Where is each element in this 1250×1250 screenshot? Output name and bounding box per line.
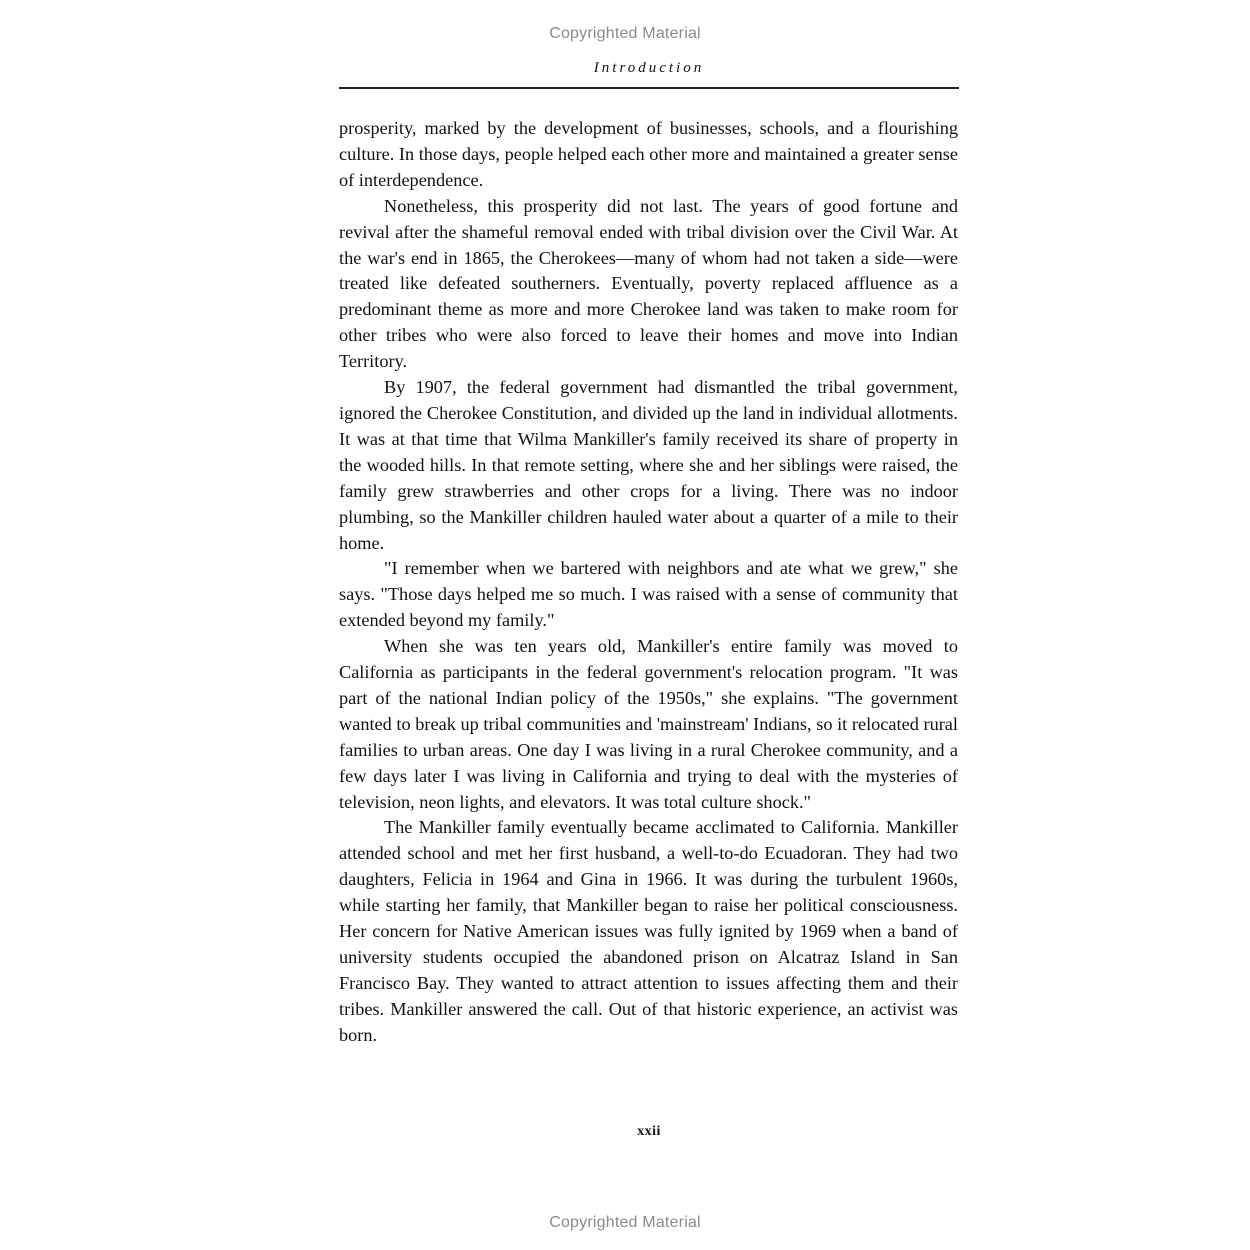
running-head-title: Introduction bbox=[593, 60, 705, 76]
header-rule bbox=[339, 87, 959, 89]
page-number: xxii bbox=[637, 1124, 661, 1139]
paragraph-3: By 1907, the federal government had dismantled the tribal government, ignored the Cherokee Constitution, and divided up the land in individual allotments. It was at that time that Wilma Mankiller's family received its share of property in the wooded hills. In that remote setting, where she and her siblings were raised, the family grew strawberries and other crops for a living. There was no indoor plumbing, so the Mankiller children hauled water about a quarter of a mile to their home. bbox=[339, 377, 958, 553]
paragraph-1: prosperity, marked by the development of businesses, schools, and a flourishing culture. In those days, people helped each other more and maintained a greater sense of interdependence. bbox=[339, 118, 958, 190]
paragraph-2: Nonetheless, this prosperity did not last. The years of good fortune and revival after the shameful removal ended with tribal division over the Civil War. At the war's end in 1865, the Cherokees—many of whom had not taken a side—were treated like defeated southerners. Eventually, poverty replaced affluence as a predominant theme as more and more Cherokee land was taken to make room for other tribes who were also forced to leave their homes and move into Indian Territory. bbox=[339, 195, 958, 372]
body-text bbox=[339, 116, 958, 1049]
copyright-watermark-bottom: Copyrighted Material bbox=[549, 1214, 701, 1231]
copyright-watermark-top: Copyrighted Material bbox=[549, 25, 701, 42]
paragraph-6: The Mankiller family eventually became acclimated to California. Mankiller attended school and met her first husband, a well-to-do Ecuadoran. They had two daughters, Felicia in 1964 and Gina in 1966. It was during the turbulent 1960s, while starting her family, that Mankiller began to raise her political consciousness. Her concern for Native American issues was fully ignited by 1969 when a band of university students occupied the abandoned prison on Alcatraz Island in San Francisco Bay. They wanted to attract attention to issues affecting them and their tribes. Mankiller answered the call. Out of that historic experience, an activist was born. bbox=[339, 817, 958, 1045]
paragraph-5: When she was ten years old, Mankiller's entire family was moved to California as participants in the federal government's relocation program. "It was part of the national Indian policy of the 1950s," she explains. "The government wanted to break up tribal communities and 'mainstream' Indians, so it relocated rural families to urban areas. One day I was living in a rural Cherokee community, and a few days later I was living in California and trying to deal with the mysteries of television, neon lights, and elevators. It was total culture shock." bbox=[339, 636, 958, 812]
paragraph-4: "I remember when we bartered with neighbors and ate what we grew," she says. "Those days helped me so much. I was raised with a sense of community that extended beyond my family." bbox=[339, 558, 958, 631]
